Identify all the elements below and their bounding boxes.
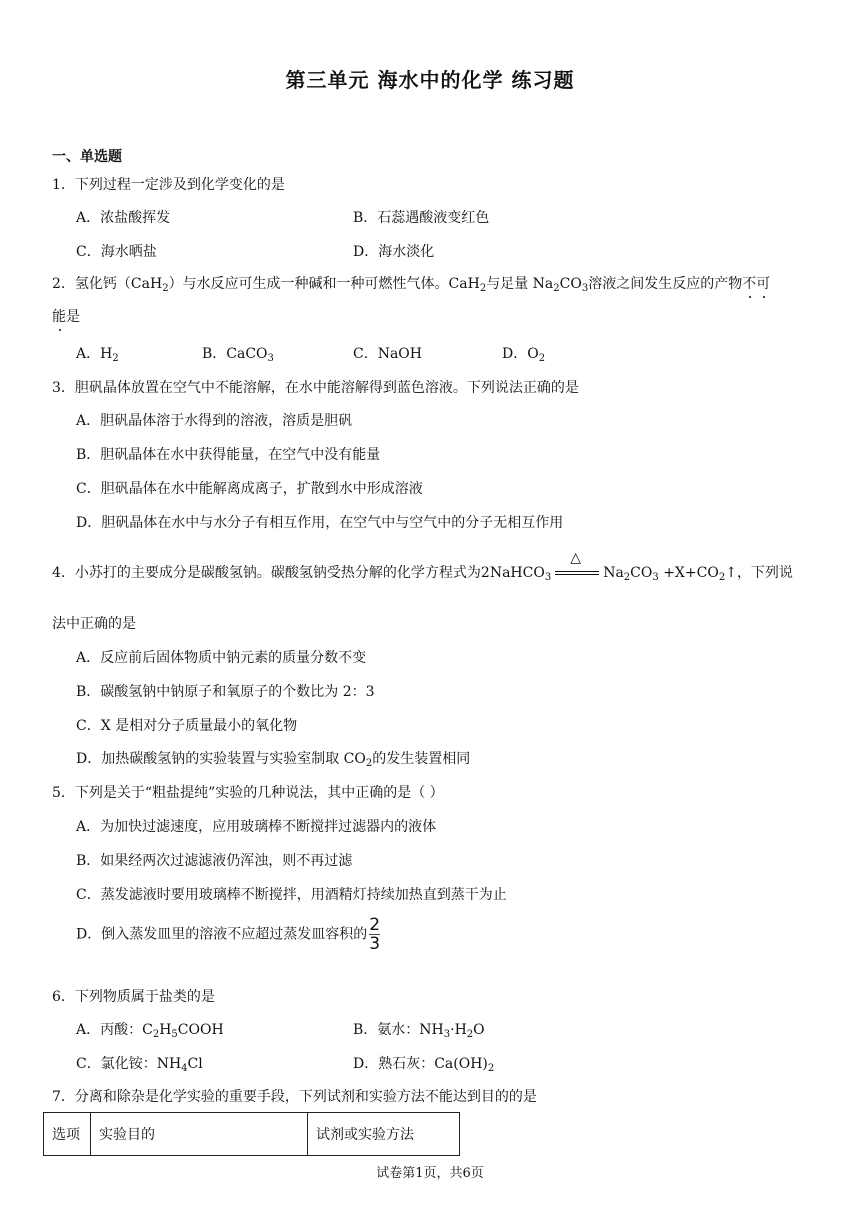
question-1-option-c: C．海水晒盐 bbox=[76, 244, 157, 260]
question-2-option-d: D．$O_2$ bbox=[502, 346, 546, 364]
question-6-option-b: B．氨水：$NH_3\cdot H_2O$ bbox=[353, 1022, 485, 1040]
question-3-option-b: B．胆矾晶体在水中获得能量，在空气中没有能量 bbox=[76, 447, 381, 463]
question-2-stem-line2: 能是 bbox=[52, 309, 80, 325]
question-2-option-c: C．NaOH bbox=[353, 346, 422, 362]
question-3-option-c: C．胆矾晶体在水中能解离成离子，扩散到水中形成溶液 bbox=[76, 481, 423, 497]
question-1-option-b: B．石蕊遇酸液变红色 bbox=[353, 210, 490, 226]
page-title: 第三单元 海水中的化学 练习题 bbox=[285, 68, 575, 92]
question-4-stem: 4．小苏打的主要成分是碳酸氢钠。碳酸氢钠受热分解的化学方程式为2NaHCO$_3$ △ $Na_2CO_3$ $+X+CO_2↑$，下列说 bbox=[52, 550, 793, 583]
question-2-stem: 2．氢化钙（CaH$_2$）与水反应可生成一种碱和一种可燃性气体。CaH$_2$与足量 $Na_2CO_3$溶液之间发生反应的产物不可 bbox=[52, 276, 771, 294]
question-6-stem: 6．下列物质属于盐类的是 bbox=[52, 989, 215, 1005]
question-2-option-a: A．$H_2$ bbox=[76, 346, 119, 364]
question-4-option-d: D．加热碳酸氢钠的实验装置与实验室制取 $CO_2$的发生装置相同 bbox=[76, 751, 471, 769]
question-1-option-a: A．浓盐酸挥发 bbox=[76, 210, 171, 226]
table-header-cell: 试剂或实验方法 bbox=[308, 1113, 460, 1156]
question-7-table bbox=[43, 1112, 460, 1156]
table-header-cell: 选项 bbox=[44, 1113, 91, 1156]
table-header-row bbox=[44, 1113, 460, 1156]
question-3-stem: 3．胆矾晶体放置在空气中不能溶解，在水中能溶解得到蓝色溶液。下列说法正确的是 bbox=[52, 380, 579, 396]
gas-arrow-icon: ↑ bbox=[725, 565, 737, 581]
question-4-option-c: C．X 是相对分子质量最小的氧化物 bbox=[76, 718, 298, 734]
question-1-option-d: D．海水淡化 bbox=[353, 244, 435, 260]
question-7-stem: 7．分离和除杂是化学实验的重要手段，下列试剂和实验方法不能达到目的的是 bbox=[52, 1089, 537, 1105]
question-6-option-a: A．丙酸：$C_2H_5COOH$ bbox=[76, 1022, 224, 1040]
question-6-option-d: D．熟石灰：$Ca(OH)_2$ bbox=[353, 1056, 495, 1074]
question-5-option-b: B．如果经两次过滤滤液仍浑浊，则不再过滤 bbox=[76, 853, 353, 869]
question-3-option-a: A．胆矾晶体溶于水得到的溶液，溶质是胆矾 bbox=[76, 413, 353, 429]
question-4-option-a: A．反应前后固体物质中钠元素的质量分数不变 bbox=[76, 650, 367, 666]
equation: 2NaHCO$_3$ △ $Na_2CO_3$ $+X+CO_2↑$ bbox=[480, 550, 737, 583]
question-3-option-d: D．胆矾晶体在水中与水分子有相互作用，在空气中与空气中的分子无相互作用 bbox=[76, 515, 564, 531]
question-5-option-d: D．倒入蒸发皿里的溶液不应超过蒸发皿容积的 $\frac{2}{3}$ bbox=[76, 915, 381, 954]
question-4-option-b: B．碳酸氢钠中钠原子和氧原子的个数比为 2：3 bbox=[76, 684, 375, 700]
question-2-option-b: B．CaCO$_3$ bbox=[202, 346, 274, 364]
page-footer: 试卷第1页，共6页 bbox=[376, 1166, 484, 1181]
question-6-option-c: C．氯化铵：$NH_4Cl$ bbox=[76, 1056, 203, 1074]
question-5-option-a: A．为加快过滤速度，应用玻璃棒不断搅拌过滤器内的液体 bbox=[76, 819, 437, 835]
question-5-stem: 5．下列是关于“粗盐提纯”实验的几种说法，其中正确的是（ ） bbox=[52, 785, 444, 801]
question-1-stem: 1．下列过程一定涉及到化学变化的是 bbox=[52, 177, 285, 193]
question-5-option-c: C．蒸发滤液时要用玻璃棒不断搅拌，用酒精灯持续加热直到蒸干为止 bbox=[76, 887, 507, 903]
heating-condition: △ bbox=[555, 566, 599, 580]
table-header-cell: 实验目的 bbox=[91, 1113, 308, 1156]
section-heading: 一、单选题 bbox=[52, 149, 122, 165]
question-4-stem-line2: 法中正确的是 bbox=[52, 616, 136, 632]
fraction-two-thirds: $\frac{2}{3}$ bbox=[369, 915, 381, 954]
